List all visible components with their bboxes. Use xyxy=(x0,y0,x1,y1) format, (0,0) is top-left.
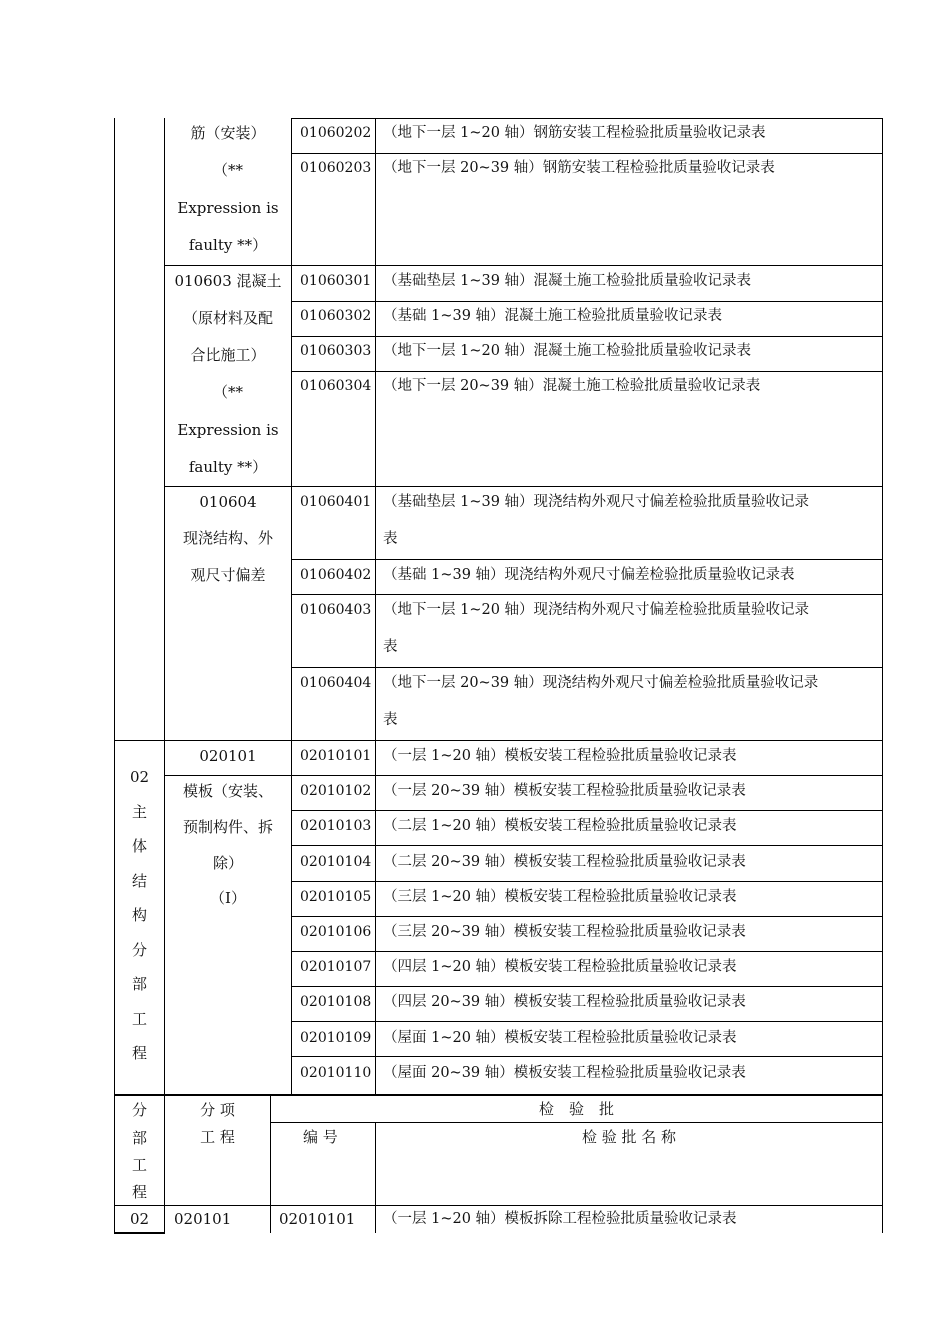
item-line: 010603 混凝土 xyxy=(174,272,282,290)
batch-code: 02010105 xyxy=(300,889,372,905)
batch-code: 01060203 xyxy=(300,160,372,176)
header-item: 工 程 xyxy=(200,1128,235,1146)
batch-code: 01060403 xyxy=(300,602,372,618)
batch-name: （基础垫层 1~39 轴）现浇结构外观尺寸偏差检验批质量验收记录 xyxy=(383,494,810,510)
header-batch: 检 验 批 xyxy=(538,1100,614,1118)
batch-name-cont: 表 xyxy=(383,639,398,655)
batch-name: （屋面 1~20 轴）模板安装工程检验批质量验收记录表 xyxy=(383,1030,737,1046)
item-line: faulty **） xyxy=(188,458,268,476)
batch-name: （地下一层 1~20 轴）混凝土施工检验批质量验收记录表 xyxy=(383,343,752,359)
batch-name: （基础 1~39 轴）现浇结构外观尺寸偏差检验批质量验收记录表 xyxy=(383,567,795,583)
item-line: 现浇结构、外 xyxy=(182,529,273,547)
batch-name: （四层 1~20 轴）模板安装工程检验批质量验收记录表 xyxy=(383,959,737,975)
batch-name-cont: 表 xyxy=(383,531,398,547)
batch-name: （二层 20~39 轴）模板安装工程检验批质量验收记录表 xyxy=(383,854,746,870)
document-page: 筋（安装） （** Expression is faulty **） 010603 混凝土 （原材料及配 合比施工） （** Expression is faulty **） 010604 现浇结构、外 观尺寸偏差 02 主 体 结 构 分 部 工 程 020101 模板（安装、 预制构件、拆 除） （Ⅰ） 01060202 （地下一层 1~20 轴）钢筋安装工程检验批质量验收记录表 01060203 （地下一层 20~39 轴）钢筋安装工程检验批质量验收记录表 01060301 （基础垫层 1~39 轴）混凝土施工检验批质量验收记录表 01060302 （基础 1~39 轴）混凝土施工检验批质量验收记录表 01060303 （地下一层 1~20 轴）混凝土施工检验批质量验收记录表 01060304 （地下一层 20~39 轴）混凝土施工检验批质量验收记录表 01060401 （基础垫层 1~39 轴）现浇结构外观尺寸偏差检验批质量验收记录 表 01060402 （基础 1~39 轴）现浇结构外观尺寸偏差检验批质量验收记录表 01060403 （地下一层 1~20 轴）现浇结构外观尺寸偏差检验批质量验收记录 表 01060404 （地下一层 20~39 轴）现浇结构外观尺寸偏差检验批质量验收记录 表 02010101 （一层 1~20 轴）模板安装工程检验批质量验收记录表 02010102 （一层 20~39 轴）模板安装工程检验批质量验收记录表 02010103 （二层 1~20 轴）模板安装工程检验批质量验收记录表 02010104 （二层 20~39 轴）模板安装工程检验批质量验收记录表 02010105 （三层 1~20 轴）模板安装工程检验批质量验收记录表 02010106 （三层 20~39 轴）模板安装工程检验批质量验收记录表 02010107 （四层 1~20 轴）模板安装工程检验批质量验收记录表 02010108 （四层 20~39 轴）模板安装工程检验批质量验收记录表 02010109 （屋面 1~20 轴）模板安装工程检验批质量验收记录表 02010110 （屋面 20~39 轴）模板安装工程检验批质量验收记录表 分 部 工 程 分 项 工 程 检 验 批 编 号 检 验 批 名 称 02 020101 02010101 （一层 1~20 轴）模板拆除工程检验批质量验收记录表 xyxy=(0,0,950,1344)
header-code: 编 号 xyxy=(303,1128,338,1146)
item-line: （** xyxy=(212,161,243,179)
item-line: 合比施工） xyxy=(190,346,266,364)
batch-code: 02010110 xyxy=(300,1065,372,1081)
header-division: 部 xyxy=(131,1129,147,1147)
header-division: 分 xyxy=(131,1101,147,1119)
batch-code: 02010101 xyxy=(300,748,372,764)
batch-code: 02010101 xyxy=(279,1210,356,1228)
batch-code: 01060304 xyxy=(300,378,372,394)
header-item: 分 项 xyxy=(200,1101,235,1119)
batch-name: （基础垫层 1~39 轴）混凝土施工检验批质量验收记录表 xyxy=(383,273,752,289)
item-line: （原材料及配 xyxy=(182,309,273,327)
batch-name: （地下一层 20~39 轴）混凝土施工检验批质量验收记录表 xyxy=(383,378,761,394)
batch-code: 01060303 xyxy=(300,343,372,359)
batch-code: 02010107 xyxy=(300,959,372,975)
batch-name: （屋面 20~39 轴）模板安装工程检验批质量验收记录表 xyxy=(383,1065,746,1081)
batch-code: 01060401 xyxy=(300,494,372,510)
batch-name-cont: 表 xyxy=(383,712,398,728)
batch-code: 02010104 xyxy=(300,854,372,870)
batch-code: 01060404 xyxy=(300,675,372,691)
batch-code: 02010103 xyxy=(300,818,372,834)
batch-name: （地下一层 20~39 轴）钢筋安装工程检验批质量验收记录表 xyxy=(383,160,775,176)
batch-name: （地下一层 20~39 轴）现浇结构外观尺寸偏差检验批质量验收记录 xyxy=(383,675,819,691)
item-line: Expression is xyxy=(177,421,279,439)
batch-code: 02010102 xyxy=(300,783,372,799)
header-batch-name: 检 验 批 名 称 xyxy=(581,1128,677,1146)
batch-name: （一层 1~20 轴）模板安装工程检验批质量验收记录表 xyxy=(383,748,737,764)
item-line: Expression is xyxy=(177,199,279,217)
item-line: faulty **） xyxy=(188,236,268,254)
batch-code: 01060302 xyxy=(300,308,372,324)
batch-code: 02010108 xyxy=(300,994,372,1010)
item-line: 010604 xyxy=(199,493,257,511)
batch-code: 02010106 xyxy=(300,924,372,940)
batch-name: （地下一层 1~20 轴）钢筋安装工程检验批质量验收记录表 xyxy=(383,125,766,141)
batch-name: （二层 1~20 轴）模板安装工程检验批质量验收记录表 xyxy=(383,818,737,834)
batch-name: （地下一层 1~20 轴）现浇结构外观尺寸偏差检验批质量验收记录 xyxy=(383,602,810,618)
item-line: 观尺寸偏差 xyxy=(190,566,266,584)
batch-code: 02010109 xyxy=(300,1030,372,1046)
header-division: 工 xyxy=(131,1156,147,1174)
batch-code: 01060301 xyxy=(300,273,372,289)
header-division: 程 xyxy=(131,1183,147,1201)
item-line: 筋（安装） xyxy=(190,124,266,142)
batch-name: （基础 1~39 轴）混凝土施工检验批质量验收记录表 xyxy=(383,308,723,324)
row-division: 02 xyxy=(129,1210,150,1228)
batch-code: 01060402 xyxy=(300,567,372,583)
batch-code: 01060202 xyxy=(300,125,372,141)
batch-name: （一层 20~39 轴）模板安装工程检验批质量验收记录表 xyxy=(383,783,746,799)
row-item: 020101 xyxy=(174,1210,232,1228)
batch-name: （三层 1~20 轴）模板安装工程检验批质量验收记录表 xyxy=(383,889,737,905)
batch-name: （一层 1~20 轴）模板拆除工程检验批质量验收记录表 xyxy=(383,1211,737,1227)
item-line: （** xyxy=(212,383,243,401)
batch-name: （三层 20~39 轴）模板安装工程检验批质量验收记录表 xyxy=(383,924,746,940)
batch-name: （四层 20~39 轴）模板安装工程检验批质量验收记录表 xyxy=(383,994,746,1010)
